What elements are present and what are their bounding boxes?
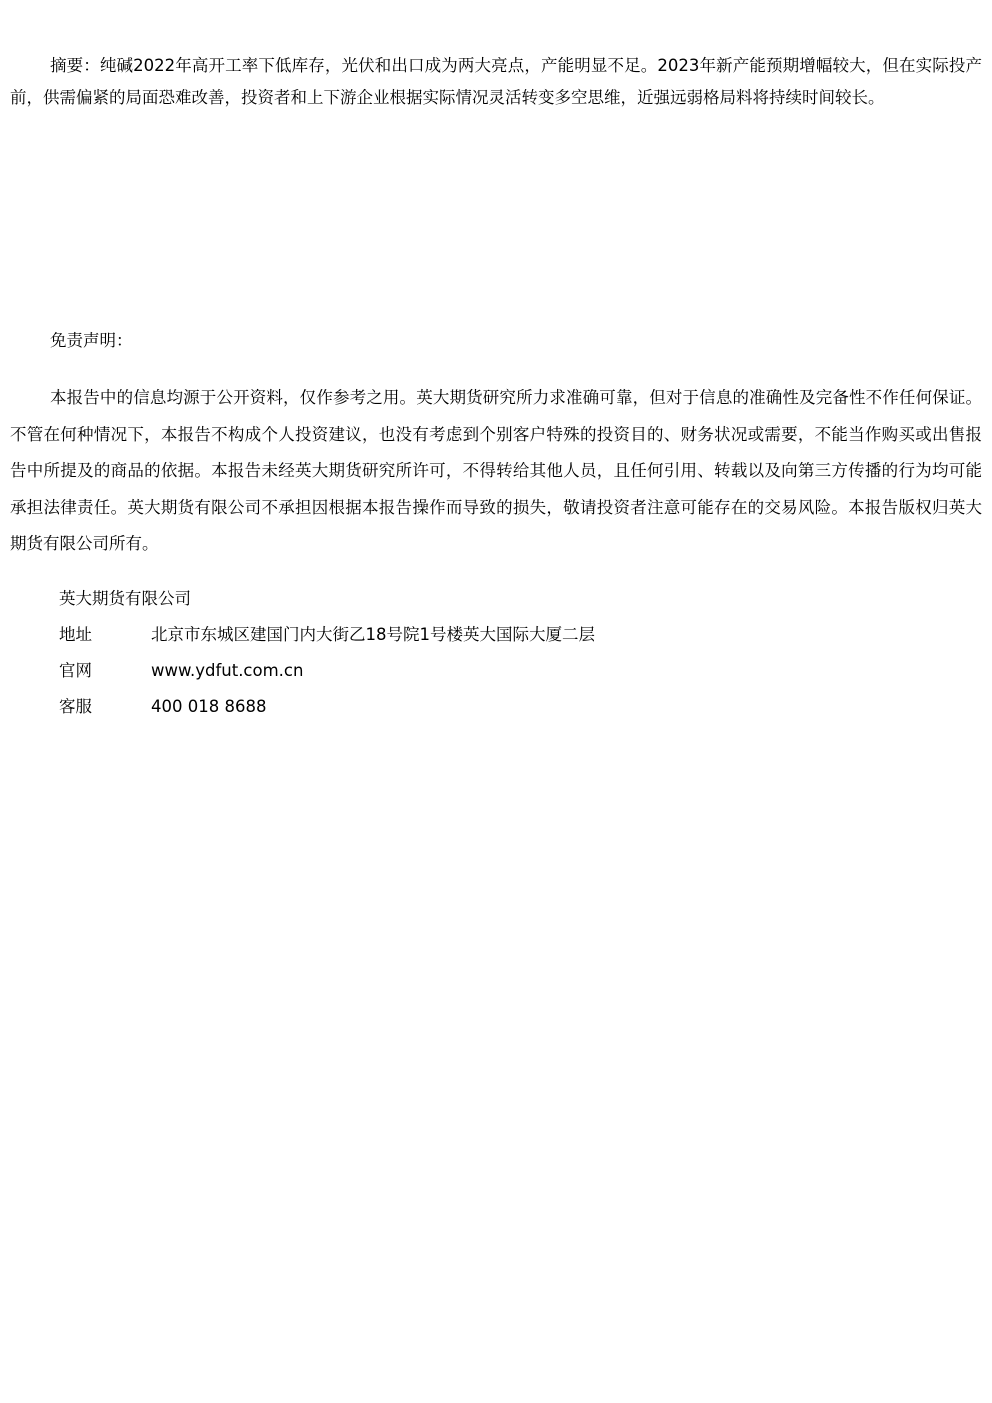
disclaimer-paragraph: 本报告中的信息均源于公开资料，仅作参考之用。英大期货研究所力求准确可靠，但对于信息的准确性及完备性不作任何保证。不管在何种情况下，本报告不构成个人投资建议，也没有考虑到个别客户特殊的投资目的、财务状况或需要，不能当作购买或出售报告中所提及的商品的依据。本报告未经英大期货研究所许可，不得转给其他人员，且任何引用、转载以及向第三方传播的行为均可能承担法律责任。英大期货有限公司不承担因根据本报告操作而导致的损失，敬请投资者注意可能存在的交易风险。本报告版权归英大期货有限公司所有。 [10, 388, 982, 553]
service-phone: 400 018 8688 [151, 697, 267, 716]
service-label: 客服 [59, 697, 92, 716]
summary-paragraph: 摘要：纯碱2022年高开工率下低库存，光伏和出口成为两大亮点，产能明显不足。2023年新产能预期增幅较大，但在实际投产前，供需偏紧的局面恐难改善，投资者和上下游企业根据实际情况灵活转变多空思维，近强远弱格局料将持续时间较长。 [10, 56, 982, 107]
website-label: 官网 [59, 661, 92, 680]
address-value: 北京市东城区建国门内大街乙18号院1号楼英大国际大厦二层 [151, 625, 595, 644]
address-label: 地址 [59, 625, 92, 644]
company-name: 英大期货有限公司 [59, 589, 191, 608]
website-link[interactable]: www.ydfut.com.cn [151, 661, 304, 680]
disclaimer-title: 免责声明： [50, 331, 133, 350]
